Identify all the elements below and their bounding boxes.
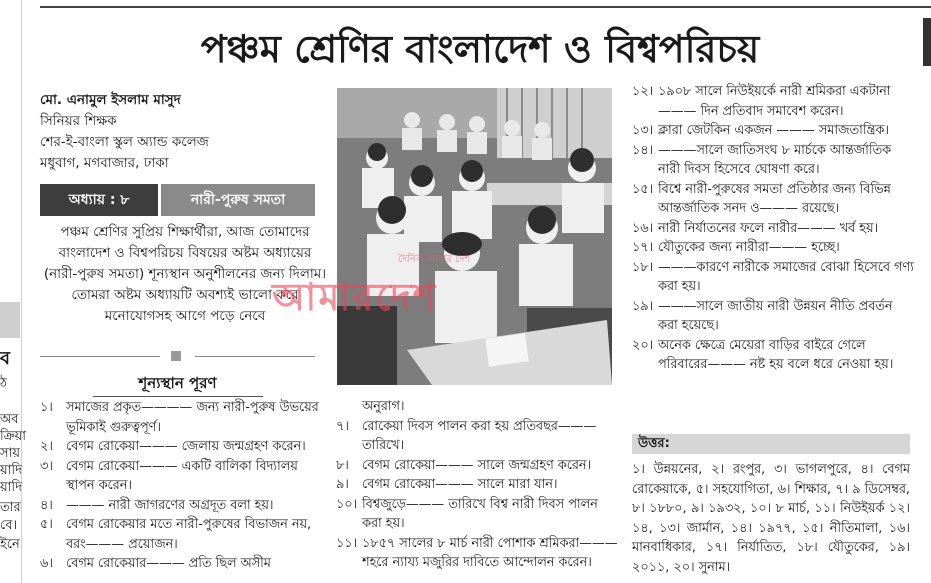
question-item <box>40 496 330 516</box>
question-continuation <box>336 397 619 417</box>
question-text: বেগম রোকেয়ার মতে নারী-পুরুষের বিভাজন নয়, বরং——— প্রয়োজন। <box>66 517 312 552</box>
question-item <box>336 475 619 495</box>
question-item <box>632 238 914 258</box>
section-title <box>40 372 315 397</box>
question-text: ১৮৫৭ সালের ৮ মার্চ নারী পোশাক শ্রমিকরা——— শহরে ন্যায্য মজুরির দাবিতে আন্দোলন করেন। <box>362 535 618 570</box>
question-item <box>632 336 914 375</box>
question-item <box>40 398 330 437</box>
question-text: সমাজের প্রকৃত———— জন্য নারী-পুরুষ উভয়ের ভূমিকাই গুরুত্বপূর্ণ। <box>66 400 319 435</box>
question-number: ৬। <box>40 556 53 571</box>
chapter-name: নারী-পুরুষ সমতা <box>161 184 315 216</box>
question-number: ১১। <box>336 535 358 551</box>
question-number: ১২। <box>632 84 654 99</box>
author-address: মধুবাগ, মগবাজার, ঢাকা <box>40 155 169 171</box>
question-item <box>336 417 619 456</box>
question-item <box>632 141 914 180</box>
question-text: ১৯০৮ সালে নিউইয়র্কে নারী শ্রমিকরা একটানা——— দিন প্রতিবাদ সমাবেশ করেন। <box>658 84 891 119</box>
side-fragment-text: তার <box>0 500 21 515</box>
question-number: ৯। <box>336 477 349 492</box>
questions-column-c <box>632 82 914 375</box>
question-item <box>40 515 330 554</box>
question-number: ১৩। <box>632 123 654 138</box>
question-text: ———সালে জাতীয় নারী উন্নয়ন নীতি প্রবর্তন করা হয়েছে। <box>658 298 893 333</box>
answers-text: ১। উন্নয়নের, ২। রংপুর, ৩। ভাগলপুরে, ৪। বেগম রোকেয়াকে, ৫। সহযোগিতা, ৬। শিক্ষার, ৭। ৯ ডিসেম্বর, ৮। ১৮৮০, ৯। ১৯৩২, ১০। ৮ মার্চ, ১১। নিউইয়র্ক ১২। ১৪, ১৩। জার্মান, ১৪। ১৯৭৭, ১৫। নীতিমালা, ১৬। মানবাধিকার, ১৭। নির্যাতিত, ১৮। যৌতুকের, ১৯। ২০১১, ২০। সুনাম। <box>632 462 910 575</box>
side-fragment-text: সায় <box>0 446 21 461</box>
question-number: ২০। <box>632 337 654 353</box>
question-number: ৮। <box>336 457 349 473</box>
question-number: ১০। <box>336 496 358 512</box>
question-text: বেগম রোকেয়ার——— প্রতি ছিল অসীম <box>66 556 271 571</box>
section-divider <box>40 348 315 364</box>
question-item <box>632 82 914 121</box>
side-fragment-text: ক্রিয়া <box>0 429 27 444</box>
question-item <box>632 180 914 219</box>
question-item <box>336 534 619 573</box>
question-text: অনুরাগ। <box>362 399 405 414</box>
question-text: বেগম রোকেয়া——— জেলায় জন্মগ্রহণ করেন। <box>66 439 306 454</box>
intro-paragraph: পঞ্চম শ্রেণির সুপ্রিয় শিক্ষার্থীরা, আজ তোমাদের বাংলাদেশ ও বিশ্বপরিচয় বিষয়ের অষ্টম অধ্যায়ের (নারী-পুরুষ সমতা) শূন্যস্থান অনুশীলনের জন্য দিলাম। তোমরা অষ্টম অধ্যায়টি অবশ্যই ভালো করে মনোযোগসহ আগে পড়ে নেবে <box>43 224 327 324</box>
question-text: ———কারণে নারীকে সমাজের বোঝা হিসেবে গণ্য করা হয়। <box>658 259 914 294</box>
question-item <box>632 258 914 297</box>
question-number: ৭। <box>336 418 349 434</box>
side-fragment-text: ঠ <box>0 376 7 391</box>
question-item <box>336 495 619 534</box>
side-fragment-text: য়াদি <box>0 480 22 495</box>
side-fragment-text: ইনে <box>0 537 20 552</box>
question-item <box>40 437 330 457</box>
headline: পঞ্চম শ্রেণির বাংলাদেশ ও বিশ্বপরিচয় <box>200 26 760 71</box>
question-text: বিশ্বে নারী-পুরুষের সমতা প্রতিষ্ঠার জন্য বিভিন্ন আন্তর্জাতিক সনদ ও——— রয়েছে। <box>658 181 891 216</box>
question-text: ক্লারা জেটকিন একজন ——— সমাজতান্ত্রিক। <box>658 123 889 138</box>
question-number: ১৪। <box>632 142 654 158</box>
chapter-number: অধ্যায় : ৮ <box>40 184 158 216</box>
question-item <box>632 121 914 141</box>
question-item <box>632 297 914 336</box>
question-number: ১৫। <box>632 181 654 197</box>
question-number: ১৯। <box>632 298 654 314</box>
question-text: ——— নারী জাগরণের অগ্রদূত বলা হয়। <box>66 497 274 513</box>
classroom-photo-illustration <box>337 88 612 385</box>
question-text: বিশ্বজুড়ে——— তারিখে বিশ্ব নারী দিবস পালন করা হয়। <box>362 496 598 531</box>
question-text: বেগম রোকেয়া——— একটি বালিকা বিদ্যালয় স্থাপন করেন। <box>66 458 298 493</box>
question-text: বেগম রোকেয়া——— সালে মারা যান। <box>362 477 558 492</box>
question-text: বেগম রোকেয়া——— সালে জন্মগ্রহণ করেন। <box>362 457 592 473</box>
question-number: ২। <box>40 439 53 454</box>
page-corner-mark <box>923 18 931 66</box>
question-text: যৌতুকের জন্য নারীরা——— হচ্ছে। <box>658 240 840 255</box>
question-text: নারী নির্যাতনের ফলে নারীর——— খর্ব হয়। <box>658 220 879 236</box>
questions-column-b <box>336 397 619 573</box>
question-number: ১৬। <box>632 220 654 236</box>
answers-heading: উত্তর: <box>632 434 910 454</box>
question-number: ৩। <box>40 458 53 474</box>
question-number: ১৮। <box>632 259 654 275</box>
side-fragment-text: য়াদি <box>0 463 22 478</box>
question-text: ———সালে জাতিসংঘ ৮ মার্চকে আন্তর্জাতিক নারী দিবস হিসেবে ঘোষণা করে। <box>658 142 892 177</box>
question-text: অনেক ক্ষেত্রে মেয়েরা বাড়ির বাইরে গেলে পরিবারের——— নষ্ট হয় বলে ধরে নেওয়া হয়। <box>658 337 894 372</box>
author-block <box>40 90 330 174</box>
author-school: শের-ই-বাংলা স্কুল অ্যান্ড কলেজ <box>40 134 209 150</box>
section-title-text: শূন্যস্থান পূরণ <box>138 374 217 392</box>
classroom-photo <box>337 88 612 385</box>
question-number: ১। <box>40 400 53 415</box>
side-fragment-text: বে। <box>0 518 18 533</box>
question-text: রোকেয়া দিবস পালন করা হয় প্রতিবছর——— তারিখে। <box>362 418 597 453</box>
question-number: ১৭। <box>632 240 654 255</box>
question-item <box>40 554 330 574</box>
question-item <box>336 456 619 476</box>
side-fragment-text: অব <box>0 412 19 427</box>
newspaper-watermark: আমারদেশ <box>272 275 438 319</box>
questions-column-a <box>40 398 330 574</box>
chapter-banner <box>40 184 315 216</box>
top-rule <box>40 6 931 8</box>
author-name: মো. এনামুল ইসলাম মাসুদ <box>40 92 181 108</box>
author-role: সিনিয়র শিক্ষক <box>40 113 117 129</box>
adjacent-gray-block <box>0 302 20 338</box>
question-item <box>40 457 330 496</box>
adjacent-column-fragment <box>0 0 27 583</box>
question-number: ৪। <box>40 497 53 513</box>
divider-square-icon <box>171 351 181 361</box>
question-item <box>632 219 914 239</box>
question-number: ৫। <box>40 517 53 532</box>
watermark-caption: দৈনিক আমার দেশ <box>398 254 471 265</box>
side-fragment-text: ব <box>0 348 11 369</box>
